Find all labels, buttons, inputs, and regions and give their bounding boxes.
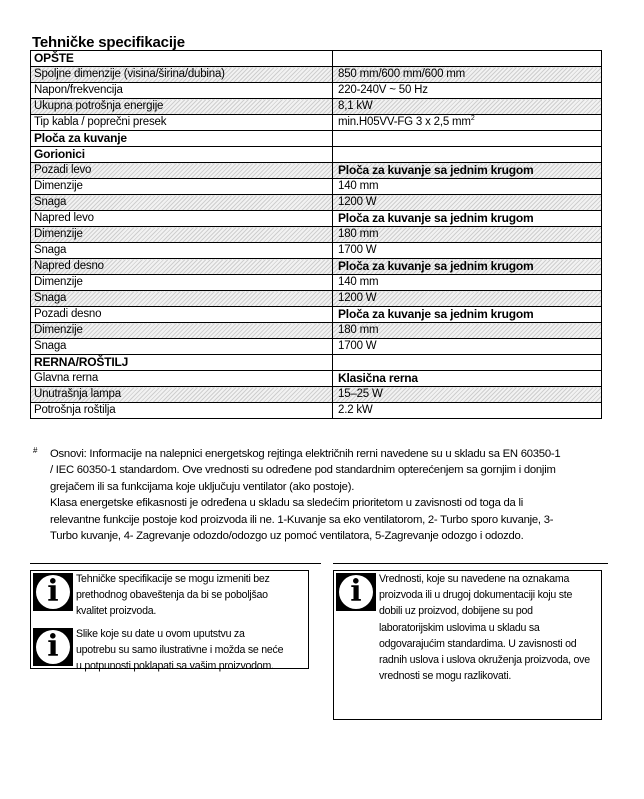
info-text-values bbox=[379, 571, 603, 684]
spec-value-text: Ploča za kuvanje sa jednim krugom bbox=[338, 211, 534, 225]
spec-value-text: 220-240V ~ 50 Hz bbox=[338, 84, 428, 96]
footnote-line: / IEC 60350-1 standardom. Ove vrednosti su određene pod standardnim opterećenjem sa gornjim i donjim bbox=[50, 464, 556, 477]
superscript: 2 bbox=[470, 115, 475, 123]
footnote-line: Osnovi: Informacije na nalepnici energetskog rejtinga električnih rerni navedene su u skladu sa EN 60350-1 bbox=[50, 448, 561, 460]
spec-value bbox=[333, 99, 602, 115]
spec-value bbox=[333, 275, 602, 291]
spec-label: Snaga bbox=[31, 291, 333, 307]
spec-value bbox=[333, 307, 602, 323]
spec-value-text: Ploča za kuvanje sa jednim krugom bbox=[338, 259, 534, 273]
spec-label: Dimenzije bbox=[31, 179, 333, 195]
spec-label: Glavna rerna bbox=[31, 371, 333, 387]
table-row bbox=[31, 339, 602, 355]
spec-value bbox=[333, 291, 602, 307]
table-row bbox=[31, 195, 602, 211]
spec-label: Snaga bbox=[31, 243, 333, 259]
info-icon: i bbox=[33, 628, 73, 666]
spec-label: Napon/frekvencija bbox=[31, 83, 333, 99]
spec-value-text: 15–25 W bbox=[338, 388, 383, 400]
info-line: kvalitet proizvoda. bbox=[76, 605, 157, 618]
spec-value-text: Klasična rerna bbox=[338, 371, 418, 385]
spec-label: Unutrašnja lampa bbox=[31, 387, 333, 403]
table-section-row bbox=[31, 51, 602, 67]
info-line: proizvoda ili u drugoj dokumentaciji koju ste bbox=[379, 589, 573, 602]
spec-label: Pozadi desno bbox=[31, 307, 333, 323]
table-row bbox=[31, 83, 602, 99]
spec-value bbox=[333, 211, 602, 227]
table-row bbox=[31, 163, 602, 179]
spec-value bbox=[333, 403, 602, 419]
spec-value-text: 1200 W bbox=[338, 292, 377, 304]
spec-label: Ukupna potrošnja energije bbox=[31, 99, 333, 115]
footnote-line: Klasa energetske efikasnosti je određena u skladu sa sledećim prioritetom u zavisnosti od toga da li bbox=[50, 497, 523, 510]
footnote-line: Turbo kuvanje, 4- Zagrevanje odozdo/odozgo uz pomoć ventilatora, 5-Zagrevanje odozgo i odozdo. bbox=[50, 530, 524, 543]
divider-left bbox=[30, 563, 321, 564]
info-line: Vrednosti, koje su navedene na oznakama bbox=[379, 573, 570, 585]
spec-value-text: 1700 W bbox=[338, 244, 377, 256]
info-icon: i bbox=[33, 573, 73, 611]
table-section-row bbox=[31, 131, 602, 147]
spec-value-text: 180 mm bbox=[338, 228, 379, 240]
footnote bbox=[33, 446, 599, 544]
info-box-left bbox=[30, 570, 309, 673]
spec-label: Snaga bbox=[31, 339, 333, 355]
spec-value-text: 850 mm/600 mm/600 mm bbox=[338, 68, 466, 80]
footnote-line: relevantne funkcije postoje kod proizvoda ili ne. 1-Kuvanje sa eko ventilatorom, 2- Turbo sporo kuvanje, 3- bbox=[50, 513, 554, 526]
info-line: dobili uz proizvod, dobijene su pod bbox=[379, 605, 533, 618]
table-section-row bbox=[31, 147, 602, 163]
spec-label: Tip kabla / poprečni presek bbox=[31, 115, 333, 131]
info-line: u potpunosti poklapati sa vašim proizvodom. bbox=[76, 660, 274, 673]
spec-value bbox=[333, 51, 602, 67]
section-label: RERNA/ROŠTILJ bbox=[31, 355, 333, 371]
table-row bbox=[31, 67, 602, 83]
spec-label: Napred levo bbox=[31, 211, 333, 227]
spec-label: Potrošnja roštilja bbox=[31, 403, 333, 419]
table-row bbox=[31, 243, 602, 259]
spec-value bbox=[333, 371, 602, 387]
table-row bbox=[31, 323, 602, 339]
section-label: Ploča za kuvanje bbox=[31, 131, 333, 147]
spec-value bbox=[333, 163, 602, 179]
table-row bbox=[31, 227, 602, 243]
spec-value-text: 8,1 kW bbox=[338, 100, 373, 112]
page-title: Tehničke specifikacije bbox=[32, 34, 185, 51]
footnote-mark: # bbox=[33, 446, 38, 455]
spec-value bbox=[333, 179, 602, 195]
spec-label: Napred desno bbox=[31, 259, 333, 275]
section-label: OPŠTE bbox=[31, 51, 333, 67]
spec-value bbox=[333, 243, 602, 259]
spec-value-text: 140 mm bbox=[338, 180, 379, 192]
table-row bbox=[31, 291, 602, 307]
table-row bbox=[31, 307, 602, 323]
spec-value-text: Ploča za kuvanje sa jednim krugom bbox=[338, 307, 534, 321]
table-row bbox=[31, 387, 602, 403]
table-row bbox=[31, 403, 602, 419]
info-icon: i bbox=[336, 573, 376, 611]
spec-table bbox=[30, 50, 602, 419]
spec-label: Dimenzije bbox=[31, 227, 333, 243]
spec-value bbox=[333, 115, 602, 131]
spec-value bbox=[333, 83, 602, 99]
spec-label: Snaga bbox=[31, 195, 333, 211]
info-line: radnih uslova i uslova okruženja proizvoda, ove bbox=[379, 654, 590, 667]
spec-value bbox=[333, 195, 602, 211]
spec-value bbox=[333, 387, 602, 403]
spec-value-text: 180 mm bbox=[338, 324, 379, 336]
spec-value bbox=[333, 323, 602, 339]
table-row bbox=[31, 259, 602, 275]
spec-value-text: 140 mm bbox=[338, 276, 379, 288]
spec-value-text: 2.2 kW bbox=[338, 404, 373, 416]
spec-value bbox=[333, 355, 602, 371]
spec-value bbox=[333, 67, 602, 83]
info-line: Slike koje su date u ovom uputstvu za bbox=[76, 628, 245, 640]
divider-right bbox=[333, 563, 608, 564]
info-line: laboratorijskim uslovima u skladu sa bbox=[379, 621, 540, 634]
table-row bbox=[31, 211, 602, 227]
spec-label: Dimenzije bbox=[31, 275, 333, 291]
spec-label: Pozadi levo bbox=[31, 163, 333, 179]
spec-value-text: 1700 W bbox=[338, 340, 377, 352]
spec-value bbox=[333, 131, 602, 147]
info-line: upotrebu su samo ilustrativne i možda se neće bbox=[76, 644, 284, 657]
spec-value-text: min.H05VV-FG 3 x 2,5 mm bbox=[338, 116, 471, 128]
info-line: odgovarajućim standardima. U zavisnosti od bbox=[379, 637, 577, 650]
spec-value-text: Ploča za kuvanje sa jednim krugom bbox=[338, 163, 534, 177]
section-label: Gorionici bbox=[31, 147, 333, 163]
spec-value bbox=[333, 259, 602, 275]
spec-label: Dimenzije bbox=[31, 323, 333, 339]
info-text-specs bbox=[76, 571, 308, 620]
info-text-images bbox=[76, 626, 308, 675]
table-section-row bbox=[31, 355, 602, 371]
info-line: Tehničke specifikacije se mogu izmeniti bez bbox=[76, 573, 270, 585]
spec-value bbox=[333, 147, 602, 163]
table-row bbox=[31, 275, 602, 291]
table-row bbox=[31, 179, 602, 195]
spec-value-text: 1200 W bbox=[338, 196, 377, 208]
info-line: vrednosti se mogu razlikovati. bbox=[379, 670, 512, 683]
spec-label: Spoljne dimenzije (visina/širina/dubina) bbox=[31, 67, 333, 83]
info-box-right bbox=[333, 570, 602, 720]
table-row bbox=[31, 115, 602, 131]
info-line: prethodnog obaveštenja da bi se poboljšao bbox=[76, 589, 268, 602]
table-row bbox=[31, 99, 602, 115]
spec-value bbox=[333, 227, 602, 243]
spec-table-body bbox=[31, 51, 602, 419]
spec-value bbox=[333, 339, 602, 355]
footnote-text bbox=[50, 446, 599, 544]
footnote-line: grejačem ili sa funkcijama koje uključuju ventilator (ako postoje). bbox=[50, 480, 355, 493]
table-row bbox=[31, 371, 602, 387]
